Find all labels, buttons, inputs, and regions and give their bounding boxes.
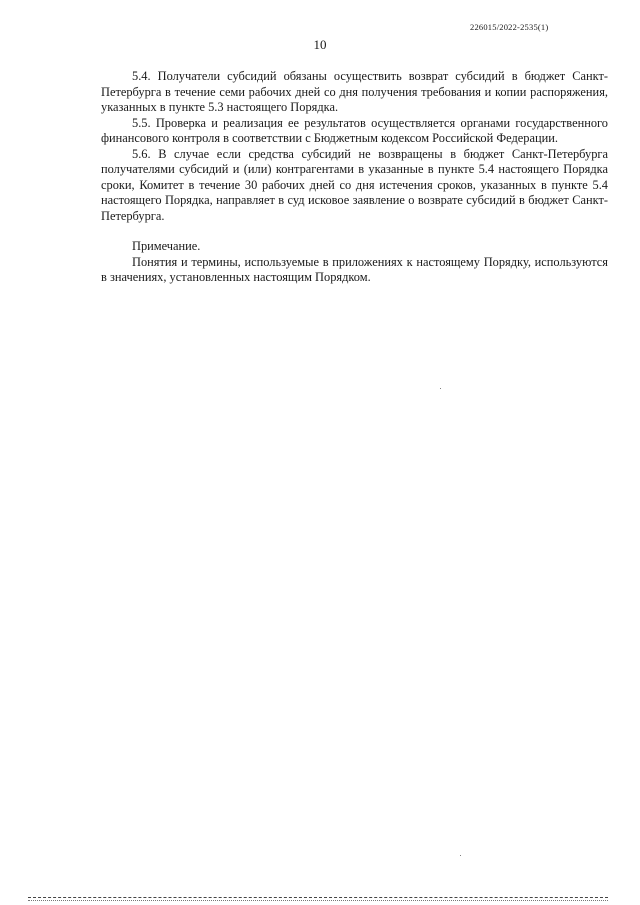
scan-speck (460, 855, 461, 856)
paragraph-5-6: 5.6. В случае если средства субсидий не возвращены в бюджет Санкт-Петербурга получателями субсидий и (или) контрагентами в указанные в пункте 5.4 настоящего Порядка сроки, Комитет в течение 30 рабочих дней со дня истечения сроков, указанных в пункте 5.4 настоящего Порядка, направляет в суд исковое заявление о возврате субсидий в бюджет Санкт-Петербурга. (101, 146, 608, 223)
bottom-scan-border (28, 897, 608, 898)
document-body (101, 69, 608, 286)
note-text: Понятия и термины, используемые в приложениях к настоящему Порядку, используются в значениях, установленных настоящим Порядком. (101, 254, 608, 284)
scan-speck (440, 388, 441, 389)
page-number: 10 (313, 37, 327, 52)
document-registration-number: 226015/2022-2535(1) (470, 22, 549, 32)
paragraph-5-4: 5.4. Получатели субсидий обязаны осуществить возврат субсидий в бюджет Санкт-Петербурга в течение семи рабочих дней со дня получения требования и копии распоряжения, указанных в пункте 5.3 настоящего Порядка. (101, 69, 608, 114)
note-title: Примечание. (132, 239, 201, 253)
note-block (101, 239, 608, 286)
bottom-scan-border (28, 900, 608, 901)
paragraph-5-5: 5.5. Проверка и реализация ее результатов осуществляется органами государственного финансового контроля в соответствии с Бюджетным кодексом Российской Федерации. (101, 115, 608, 145)
